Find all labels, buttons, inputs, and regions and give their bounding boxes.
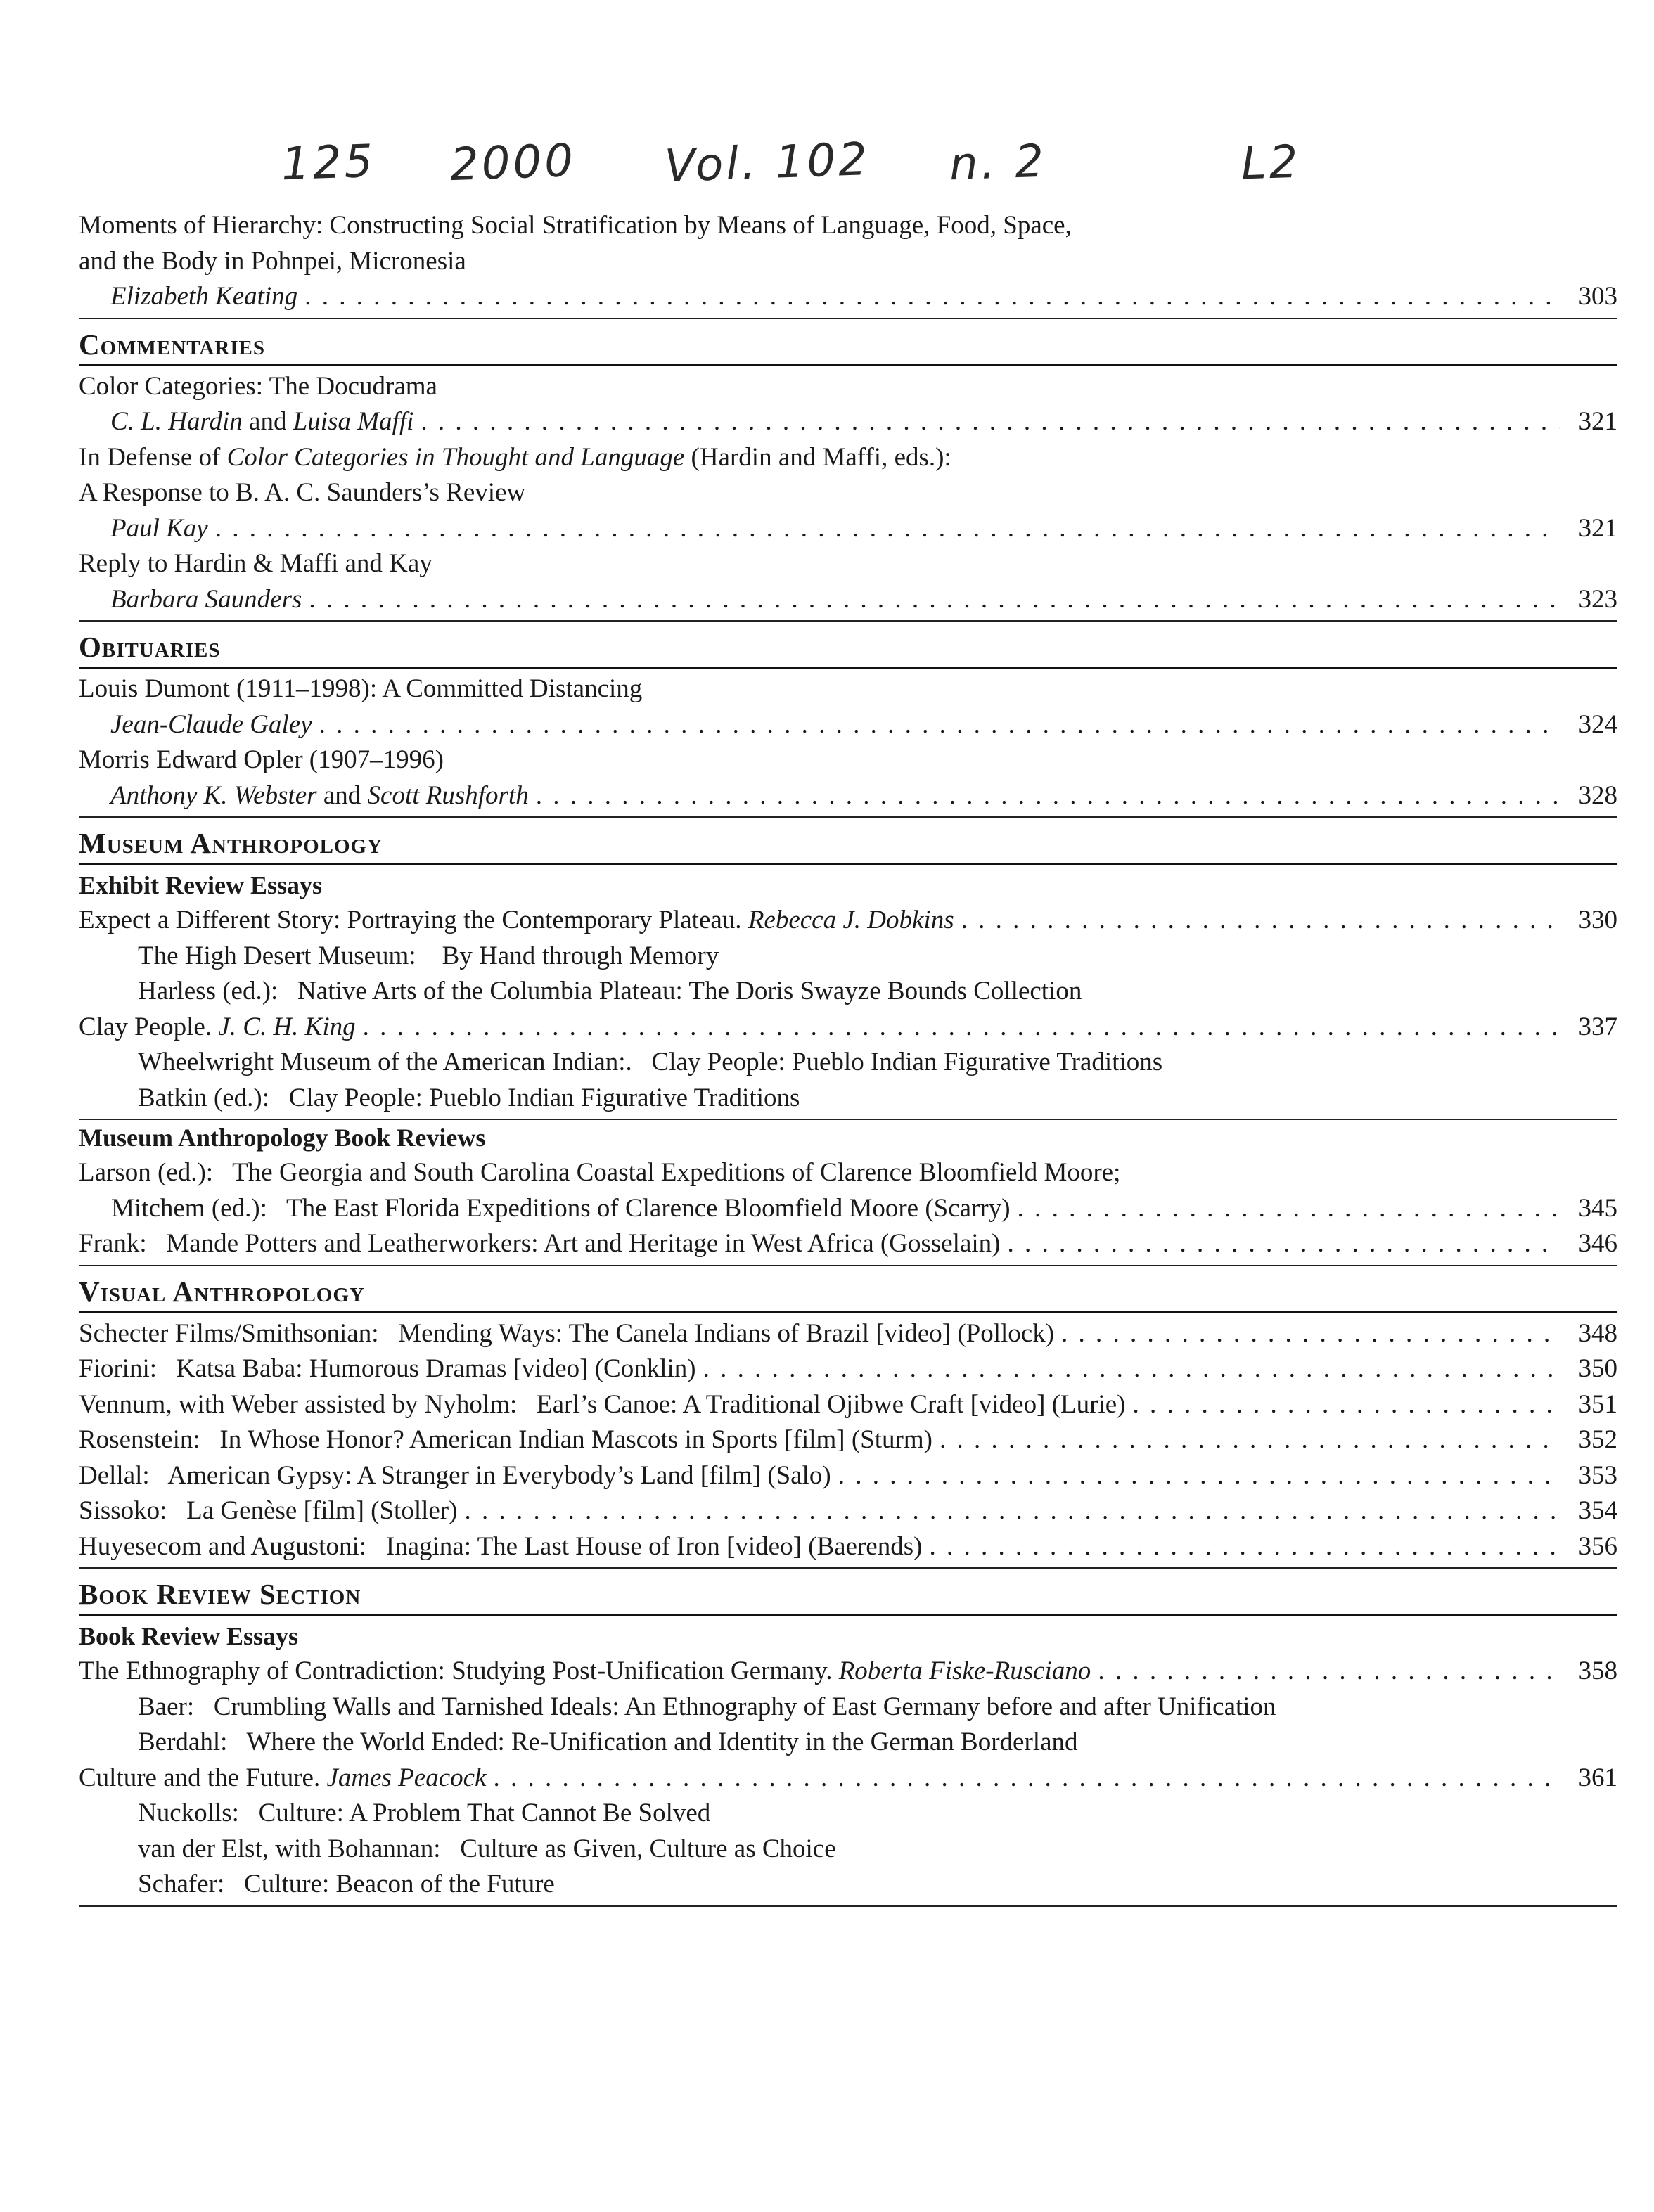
divider — [79, 1265, 1617, 1266]
section-heading-visual-anthropology: Visual Anthropology — [79, 1272, 1617, 1313]
review-line: Schecter Films/Smithsonian: Mending Ways: The Canela Indians of Brazil [video] (Pollock) . . . 348 — [79, 1316, 1617, 1352]
entry-author-line: C. L. Hardin and Luisa Maffi . . . 321 — [79, 404, 1617, 440]
reviewed-item-line: Wheelwright Museum of the American Indian:. Clay People: Pueblo Indian Figurative Traditions — [138, 1048, 1163, 1076]
page-number: 350 — [1578, 1354, 1617, 1383]
section-heading-book-review-section: Book Review Section — [79, 1574, 1617, 1616]
divider — [79, 816, 1617, 818]
page-number: 354 — [1578, 1496, 1617, 1525]
leader-dots — [929, 1529, 1560, 1565]
article-title-line: and the Body in Pohnpei, Micronesia — [79, 246, 466, 276]
reviewed-item-line: The High Desert Museum: By Hand through Memory — [138, 941, 719, 970]
reviewed-item-line: van der Elst, with Bohannan: Culture as Given, Culture as Choice — [138, 1834, 836, 1863]
entry-author-line: Jean-Claude Galey . . . 324 — [79, 707, 1617, 743]
entry-title-line: Morris Edward Opler (1907–1996) — [79, 745, 444, 774]
leader-dots — [961, 903, 1560, 939]
leader-dots — [1018, 1191, 1560, 1227]
page-number: 321 — [1578, 407, 1617, 436]
review-line: Frank: Mande Potters and Leatherworkers: Art and Heritage in West Africa (Gosselain) . . . 346 — [79, 1226, 1617, 1262]
entry-title-line: Reply to Hardin & Maffi and Kay — [79, 549, 432, 578]
reviewed-item-line: Harless (ed.): Native Arts of the Columbia Plateau: The Doris Swayze Bounds Collection — [138, 977, 1082, 1005]
divider — [79, 1567, 1617, 1569]
page-number: 337 — [1578, 1012, 1617, 1041]
reviewed-item-line: Berdahl: Where the World Ended: Re-Unification and Identity in the German Borderland — [138, 1728, 1078, 1756]
leader-dots — [421, 404, 1560, 440]
reviewed-item-line: Schafer: Culture: Beacon of the Future — [138, 1870, 555, 1898]
essay-title-line: The Ethnography of Contradiction: Studying Post-Unification Germany. Roberta Fiske-Rusciano . . . 358 — [79, 1654, 1617, 1690]
subsection-heading-exhibit-reviews: Exhibit Review Essays — [79, 871, 323, 899]
leader-dots — [1132, 1387, 1560, 1423]
handwritten-year: 2000 — [449, 134, 577, 192]
handwritten-issue: n. 2 — [948, 135, 1048, 191]
section-heading-obituaries: Obituaries — [79, 627, 1617, 669]
entry-title-line: Louis Dumont (1911–1998): A Committed Distancing — [79, 674, 643, 703]
subsection-heading-book-review-essays: Book Review Essays — [79, 1622, 299, 1650]
page-number: 352 — [1578, 1425, 1617, 1454]
leader-dots — [464, 1493, 1560, 1529]
page-number: 361 — [1578, 1763, 1617, 1792]
divider — [79, 1905, 1617, 1907]
review-line: Fiorini: Katsa Baba: Humorous Dramas [video] (Conklin) . . . 350 — [79, 1351, 1617, 1387]
page-number: 346 — [1578, 1229, 1617, 1258]
essay-title-line: Clay People. J. C. H. King . . . 337 — [79, 1010, 1617, 1046]
entry-author-line: Barbara Saunders . . . 323 — [79, 582, 1617, 618]
leader-dots — [703, 1351, 1560, 1387]
review-line: Vennum, with Weber assisted by Nyholm: Earl’s Canoe: A Traditional Ojibwe Craft [video] (Lurie) . . . 351 — [79, 1387, 1617, 1423]
reviewed-item-line: Baer: Crumbling Walls and Tarnished Ideals: An Ethnography of East Germany before and after Unification — [138, 1692, 1276, 1721]
leader-dots — [309, 582, 1560, 618]
leader-dots — [493, 1761, 1560, 1796]
section-heading-commentaries: Commentaries — [79, 325, 1617, 366]
essay-title-line: Expect a Different Story: Portraying the Contemporary Plateau. Rebecca J. Dobkins . . . 330 — [79, 903, 1617, 939]
leader-dots — [215, 511, 1560, 547]
page-number: 323 — [1578, 584, 1617, 614]
article-author-line — [79, 279, 1617, 315]
subsection-heading-museum-book-reviews: Museum Anthropology Book Reviews — [79, 1124, 486, 1152]
article-title-line: Moments of Hierarchy: Constructing Social Stratification by Means of Language, Food, Space, — [79, 211, 1072, 240]
review-line: Dellal: American Gypsy: A Stranger in Everybody’s Land [film] (Salo) . . . 353 — [79, 1458, 1617, 1494]
entry-title-line: A Response to B. A. C. Saunders’s Review — [79, 478, 526, 507]
table-of-contents — [79, 208, 1617, 1907]
review-line: Larson (ed.): The Georgia and South Carolina Coastal Expeditions of Clarence Bloomfield Moore; — [79, 1158, 1121, 1187]
review-line: Huyesecom and Augustoni: Inagina: The Last House of Iron [video] (Baerends) . . . 356 — [79, 1529, 1617, 1565]
entry-title-line: In Defense of Color Categories in Thought and Language (Hardin and Maffi, eds.): — [79, 442, 951, 472]
review-line: Mitchem (ed.): The East Florida Expeditions of Clarence Bloomfield Moore (Scarry) . . . 345 — [79, 1191, 1617, 1227]
review-line: Sissoko: La Genèse [film] (Stoller) . . . 354 — [79, 1493, 1617, 1529]
leader-dots — [536, 778, 1560, 814]
page-number: 348 — [1578, 1318, 1617, 1348]
essay-title-line: Culture and the Future. James Peacock . . . 361 — [79, 1761, 1617, 1796]
page-number: 303 — [1578, 282, 1617, 311]
section-heading-museum-anthropology: Museum Anthropology — [79, 823, 1617, 865]
page-number: 330 — [1578, 906, 1617, 934]
leader-dots — [363, 1010, 1560, 1046]
leader-dots — [940, 1422, 1560, 1458]
leader-dots — [304, 279, 1560, 315]
page-number: 358 — [1578, 1657, 1617, 1685]
page-number: 353 — [1578, 1460, 1617, 1490]
handwritten-code: L2 — [1240, 136, 1302, 191]
entry-author-line: Anthony K. Webster and Scott Rushforth . . . 328 — [79, 778, 1617, 814]
leader-dots — [838, 1458, 1560, 1494]
page-number: 324 — [1578, 709, 1617, 739]
divider — [79, 620, 1617, 622]
page-number: 356 — [1578, 1531, 1617, 1561]
page-number: 321 — [1578, 513, 1617, 543]
leader-dots — [1007, 1226, 1560, 1262]
entry-title-line: Color Categories: The Docudrama — [79, 371, 437, 401]
reviewed-item-line: Nuckolls: Culture: A Problem That Cannot Be Solved — [138, 1799, 711, 1827]
handwritten-number: 125 — [280, 135, 377, 191]
leader-dots — [319, 707, 1560, 743]
article-author: Elizabeth Keating — [110, 282, 298, 311]
reviewed-item-line: Batkin (ed.): Clay People: Pueblo Indian Figurative Traditions — [138, 1083, 800, 1112]
leader-dots — [1061, 1316, 1560, 1352]
handwritten-volume: Vol. 102 — [663, 133, 871, 193]
entry-author-line: Paul Kay . . . 321 — [79, 511, 1617, 547]
review-line: Rosenstein: In Whose Honor? American Indian Mascots in Sports [film] (Sturm) . . . 352 — [79, 1422, 1617, 1458]
page-number: 328 — [1578, 780, 1617, 810]
divider — [79, 318, 1617, 319]
leader-dots — [1098, 1654, 1560, 1690]
handwritten-annotation — [281, 130, 1378, 207]
page-number: 351 — [1578, 1389, 1617, 1419]
page-number: 345 — [1578, 1193, 1617, 1223]
